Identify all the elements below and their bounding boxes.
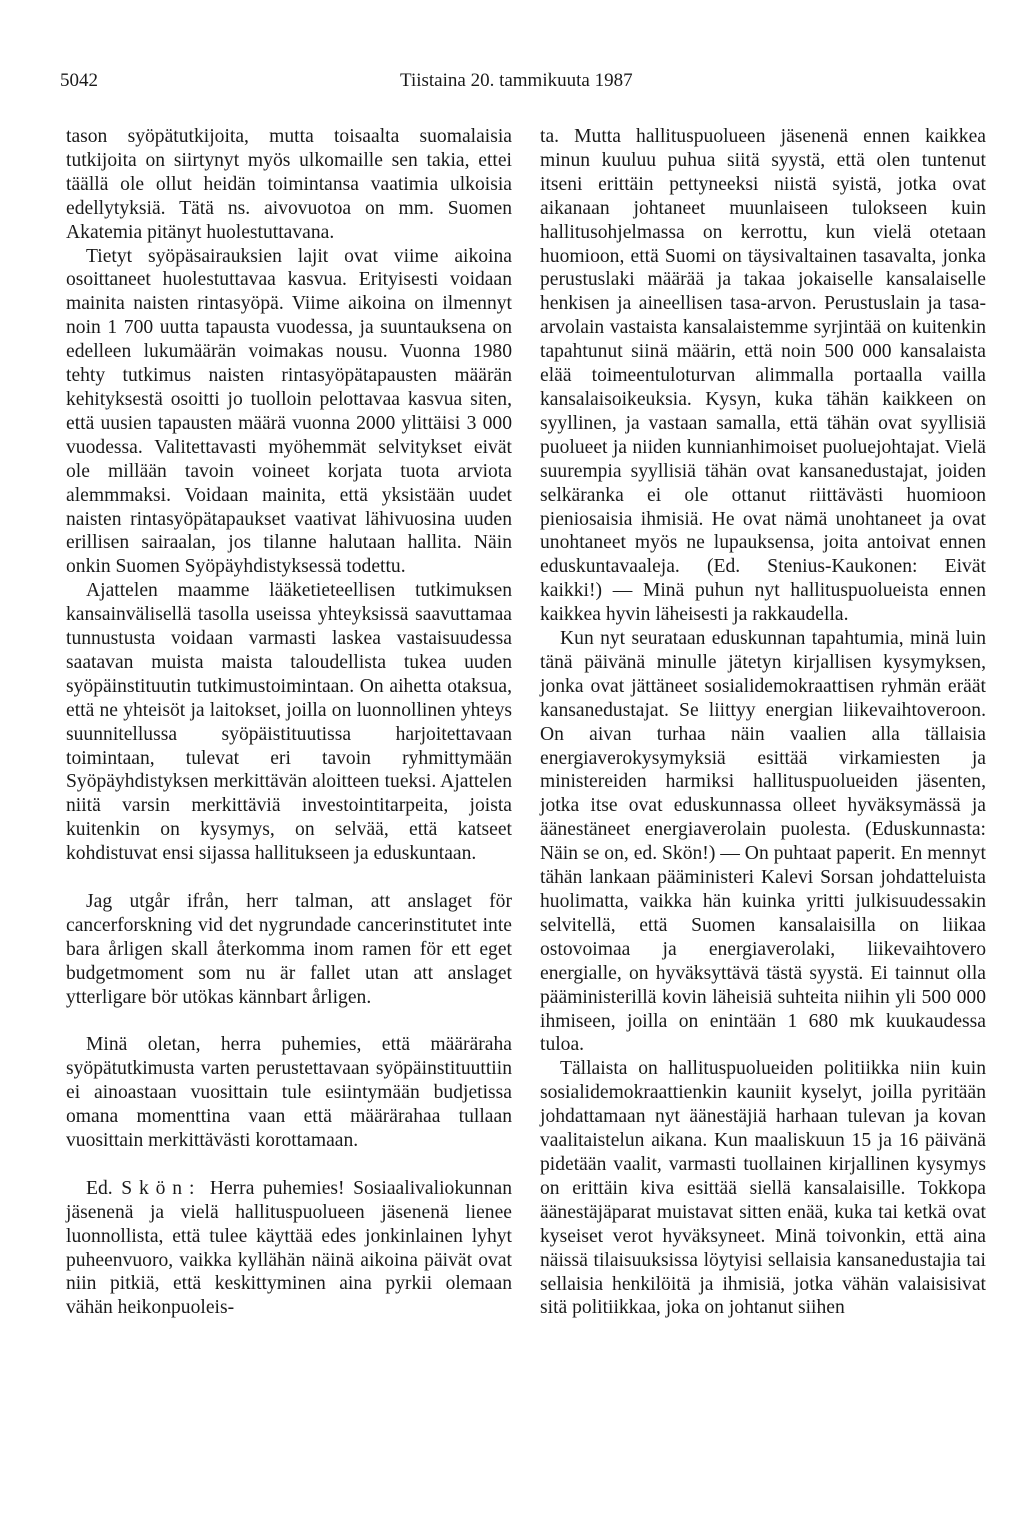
right-column <box>540 125 986 1320</box>
page-date: Tiistaina 20. tammikuuta 1987 <box>400 70 633 91</box>
speaker-name: Skön: <box>121 1177 202 1199</box>
right-paragraph-2: Kun nyt seurataan eduskunnan tapahtumia, minä luin tänä päivänä minulle jätetyn kirjallisen kysymyksen, jonka ovat jättäneet sosialidemokraattisen ryhmän eräät kansanedustajat. Se liittyy energian liikevaihtoveroon. On aivan turhaa näin vaalien alla tällaisia energiaverokysymyksiä esittää virkamiesten ja ministereiden harmiksi hallituspuolueiden jäsenten, jotka itse ovat eduskunnassa olleet hyväksymässä ja äänestäneet energiaverolain puolesta. (Eduskunnasta: Näin se on, ed. Skön!) — On puhtaat paperit. En mennyt tähän lankaan pääministeri Kalevi Sorsan johdatteluista huolimatta, vaikka hän kuinka yritti julkisuudessakin selvitellä, että Suomen kansalaisilla on liikaa ostovoimaa ja energiaverolaki, liikevaihtovero energialle, on hyväksyttävä tästä syystä. Ei tainnut olla pääministerillä kovin läheisiä suhteita niihin yli 500 000 ihmiseen, joilla on enintään 1 680 mk kuukaudessa tuloa. <box>540 628 986 1056</box>
left-paragraph-5: Minä oletan, herra puhemies, että määräraha syöpätutkimusta varten perustettavaan syöpäinstituuttiin ei ainoastaan vuosittain tule esiintymään budjetissa omana momenttina vaan että määrärahaa tullaan vuosittain merkittävästi korottamaan. <box>66 1034 512 1152</box>
left-paragraph-3: Ajattelen maamme lääketieteellisen tutkimuksen kansainvälisellä tasolla useissa yhteyksissä saavuttamaa tunnustusta voidaan varmasti laskea vastaisuudessa saatavan muista maista taloudellista tukea uuden syöpäinstituutin tutkimustoimintaan. On aihetta otaksua, että ne yhteisöt ja laitokset, joilla on luonnollinen yhteys suunnitellussa syöpäistituutissa harjoitettavaan toimintaan, tulevat eri tavoin ryhmittymään Syöpäyhdistyksen merkittävän aloitteen tueksi. Ajattelen niitä varsin merkittäviä investointitarpeita, joista kuitenkin on kysymys, on selvää, että katseet kohdistuvat ensi sijassa hallitukseen ja eduskuntaan. <box>66 580 512 865</box>
page-number: 5042 <box>60 70 98 91</box>
left-column <box>66 125 512 1320</box>
left-paragraph-6-speech <box>66 1177 512 1320</box>
right-paragraph-3: Tällaista on hallituspuolueiden politiikka niin kuin sosialidemokraattienkin kauniit kyselyt, joilla pyritään johdattamaan nyt äänestäjiä harhaan tulevan ja kovan vaalitaistelun aikana. Kun maaliskuun 15 ja 16 päivänä pidetään vaalit, varmasti tuollainen kirjallinen kysymys on erittäin kiva esittää siellä kansalaisille. Tokkopa äänestäjäparat muistavat sitten enää, kuka tai ketkä ovat kyseiset verot hyväksyneet. Minä toivonkin, että aina näissä tilaisuuksissa löytyisi sellaisia kansanedustajia tai sellaisia henkilöitä ja ihmisiä, jotka vähän valaisisivat sitä politiikkaa, joka on johtanut siihen <box>540 1058 986 1319</box>
left-paragraph-1: tason syöpätutkijoita, mutta toisaalta suomalaisia tutkijoita on siirtynyt myös ulkomaille sen takia, ettei täällä ole ollut heidän toimintansa vaatimia ulkoisia edellytyksiä. Tätä ns. aivovuotoa on mm. Suomen Akatemia pitänyt huolestuttavana. <box>66 126 512 243</box>
left-paragraph-2: Tietyt syöpäsairauksien lajit ovat viime aikoina osoittaneet huolestuttavaa kasvua. Erityisesti voidaan mainita naisten rintasyöpä. Viime aikoina on ilmennyt noin 1 700 uutta tapausta vuodessa, ja suuntauksena on edelleen lukumäärän voimakas nousu. Vuonna 1980 tehty tutkimus naisten rintasyöpätapausten määrän kehityksestä osoitti jo tuolloin pelottavaa kasvua siten, että uusien tapausten määrä vuonna 2000 ylittäisi 3 000 vuodessa. Valitettavasti myöhemmät selvitykset eivät ole millään tavoin voineet korjata tuota arviota alemmmaksi. Voidaan mainita, että yksistään uudet naisten rintasyöpätapaukset vaativat lähivuosina uuden erillisen sairaalan, jos tilanne halutaan hallita. Näin onkin Suomen Syöpäyhdistyksessä todettu. <box>66 245 512 578</box>
left-paragraph-4-swedish: Jag utgår ifrån, herr talman, att anslaget för cancerforskning vid det nygrundade cancerinstitutet inte bara årligen skall återkomma inom ramen för ett eget budgetmoment som nu är fallet utan att anslaget ytterligare bör utökas kännbart årligen. <box>66 890 512 1008</box>
page-header <box>0 70 1024 100</box>
speech-prefix: Ed. <box>86 1177 113 1199</box>
right-paragraph-1: ta. Mutta hallituspuolueen jäsenenä ennen kaikkea minun kuuluu puhua siitä syystä, että olen tuntenut itseni erittäin pettyneeksi niistä syistä, jotka ovat aikanaan johtaneet muunlaiseen tulokseen kuin hallitusohjelmassa on kerrottu, kun vielä otetaan huomioon, että Suomi on täysivaltainen tasavalta, jonka perustuslaki määrää ja takaa jokaiselle kansalaiselle henkisen ja aineellisen tasa-arvon. Perustuslain ja tasa-arvolain vastaista kansalaistemme syrjintää on kuitenkin tapahtunut siinä määrin, että noin 500 000 kansalaista elää toimeentuloturvan alimmalla portaalla vailla kansalaisoikeuksia. Kysyn, kuka tähän kaikkeen on syyllinen, ja vastaan samalla, että tähän ovat syyllisiä puolueet ja niiden kunnianhimoiset puoluejohtajat. Vielä suurempia syyllisiä tähän ovat kansanedustajat, joiden selkäranka ei ole ottanut riittävästi huomioon pieniosaisia ihmisiä. He ovat nämä unohtaneet ja ovat unohtaneet myös ne lupauksensa, joita antoivat ennen eduskuntavaaleja. (Ed. Stenius-Kaukonen: Eivät kaikki!) — Minä puhun nyt hallituspuolueista ennen kaikkea hyvin läheisesti ja rakkaudella. <box>540 126 986 626</box>
speech-text: Herra puhemies! Sosiaalivaliokunnan jäsenenä ja vielä hallituspuolueen jäsenenä lienee luonnollista, että tulee käyttää edes jonkinlainen lyhyt puheenvuoro, vaikka kyllähän näinä aikoina päivät ovat niin pitkiä, että keskittyminen aina pyrkii olemaan vähän heikonpuoleis- <box>66 1177 512 1319</box>
